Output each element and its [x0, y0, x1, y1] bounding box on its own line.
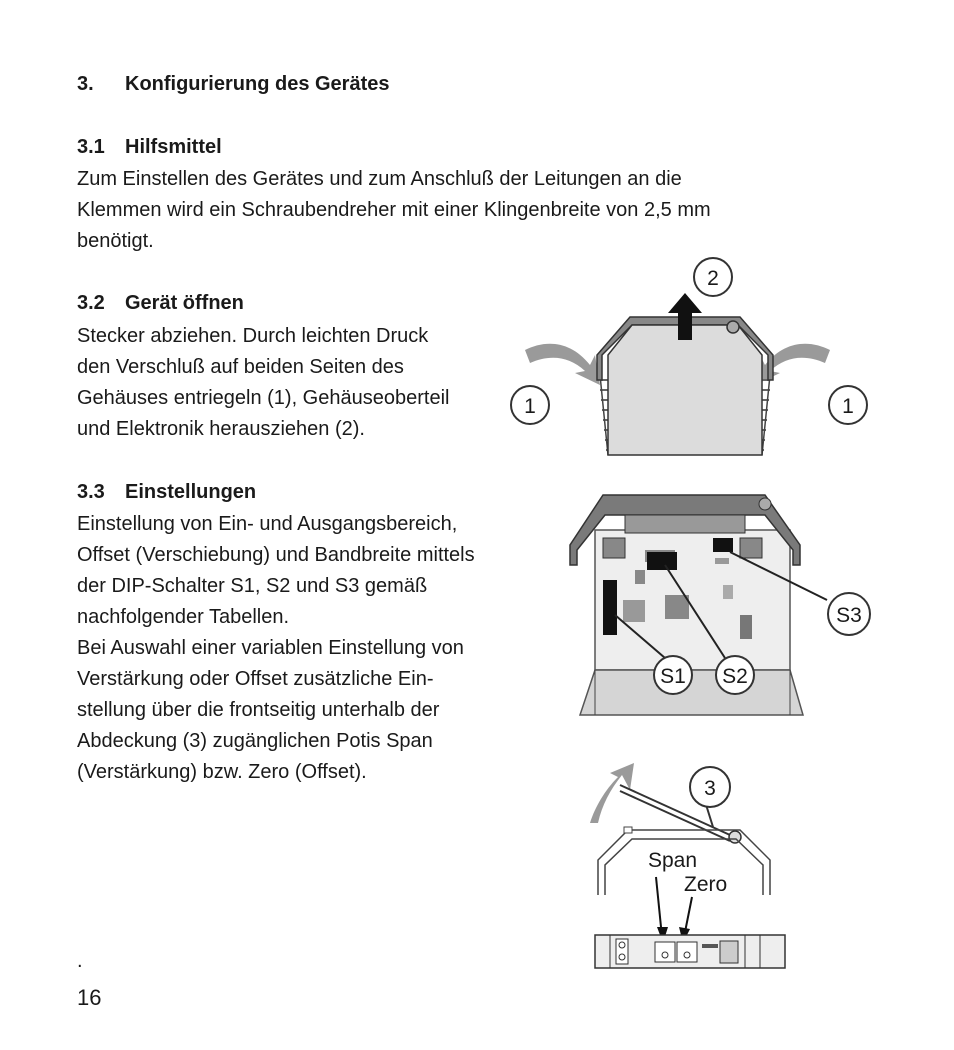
- front-cover-figure: [580, 765, 795, 975]
- s2-label: S2: [722, 665, 748, 688]
- subsection-3-2-number: 3.2: [77, 292, 105, 314]
- text-line: Offset (Verschiebung) und Bandbreite mittels: [77, 544, 475, 566]
- step-1-right-label: 1: [842, 395, 854, 418]
- text-line: Gehäuses entriegeln (1), Gehäuseoberteil: [77, 387, 450, 409]
- section-number: 3.: [77, 73, 94, 95]
- subsection-3-2-title: Gerät öffnen: [125, 292, 244, 314]
- text-line: benötigt.: [77, 230, 154, 252]
- subsection-3-1-text: [77, 164, 711, 257]
- text-line: (Verstärkung) bzw. Zero (Offset).: [77, 761, 367, 783]
- circuit-board-figure: [565, 490, 880, 720]
- subsection-3-1-number: 3.1: [77, 136, 105, 158]
- section-title: Konfigurierung des Gerätes: [125, 73, 390, 95]
- subsection-3-2-text: [77, 321, 449, 445]
- text-line: Bei Auswahl einer variablen Einstellung von: [77, 637, 464, 659]
- text-line: Einstellung von Ein- und Ausgangsbereich,: [77, 513, 458, 535]
- section-heading: [77, 73, 390, 96]
- text-line: Verstärkung oder Offset zusätzliche Ein-: [77, 668, 434, 690]
- unlock-arrow-left-icon: [525, 344, 600, 385]
- subsection-3-3-text: [77, 509, 475, 788]
- zero-label: Zero: [684, 873, 728, 896]
- dip-switch-s3: [713, 538, 733, 552]
- text-line: und Elektronik herausziehen (2).: [77, 418, 365, 440]
- open-housing-figure: [500, 255, 880, 460]
- step-3-label: 3: [704, 777, 716, 800]
- open-cover-arrow-icon: [590, 763, 634, 823]
- subsection-3-1-heading: [77, 136, 222, 159]
- page-number: 16: [77, 985, 102, 1010]
- step-2-label: 2: [707, 267, 719, 290]
- text-line: Stecker abziehen. Durch leichten Druck: [77, 325, 429, 347]
- subsection-3-3-title: Einstellungen: [125, 481, 257, 503]
- text-line: Abdeckung (3) zugänglichen Potis Span: [77, 730, 433, 752]
- dip-switch-s2: [647, 552, 677, 570]
- subsection-3-3-heading: [77, 481, 256, 504]
- stray-dot: .: [77, 950, 83, 972]
- dip-switch-s1: [603, 580, 617, 635]
- text-line: nachfolgender Tabellen.: [77, 606, 290, 628]
- text-line: der DIP-Schalter S1, S2 und S3 gemäß: [77, 575, 428, 597]
- subsection-3-3-number: 3.3: [77, 481, 105, 503]
- text-line: Klemmen wird ein Schraubendreher mit einer Klingenbreite von 2,5 mm: [77, 199, 711, 221]
- text-line: den Verschluß auf beiden Seiten des: [77, 356, 404, 378]
- text-line: Zum Einstellen des Gerätes und zum Anschluß der Leitungen an die: [77, 168, 682, 190]
- subsection-3-2-heading: [77, 292, 244, 315]
- span-label: Span: [648, 849, 698, 872]
- text-line: stellung über die frontseitig unterhalb der: [77, 699, 440, 721]
- subsection-3-1-title: Hilfsmittel: [125, 136, 222, 158]
- s1-label: S1: [660, 665, 686, 688]
- s3-label: S3: [836, 604, 862, 627]
- step-1-left-label: 1: [524, 395, 536, 418]
